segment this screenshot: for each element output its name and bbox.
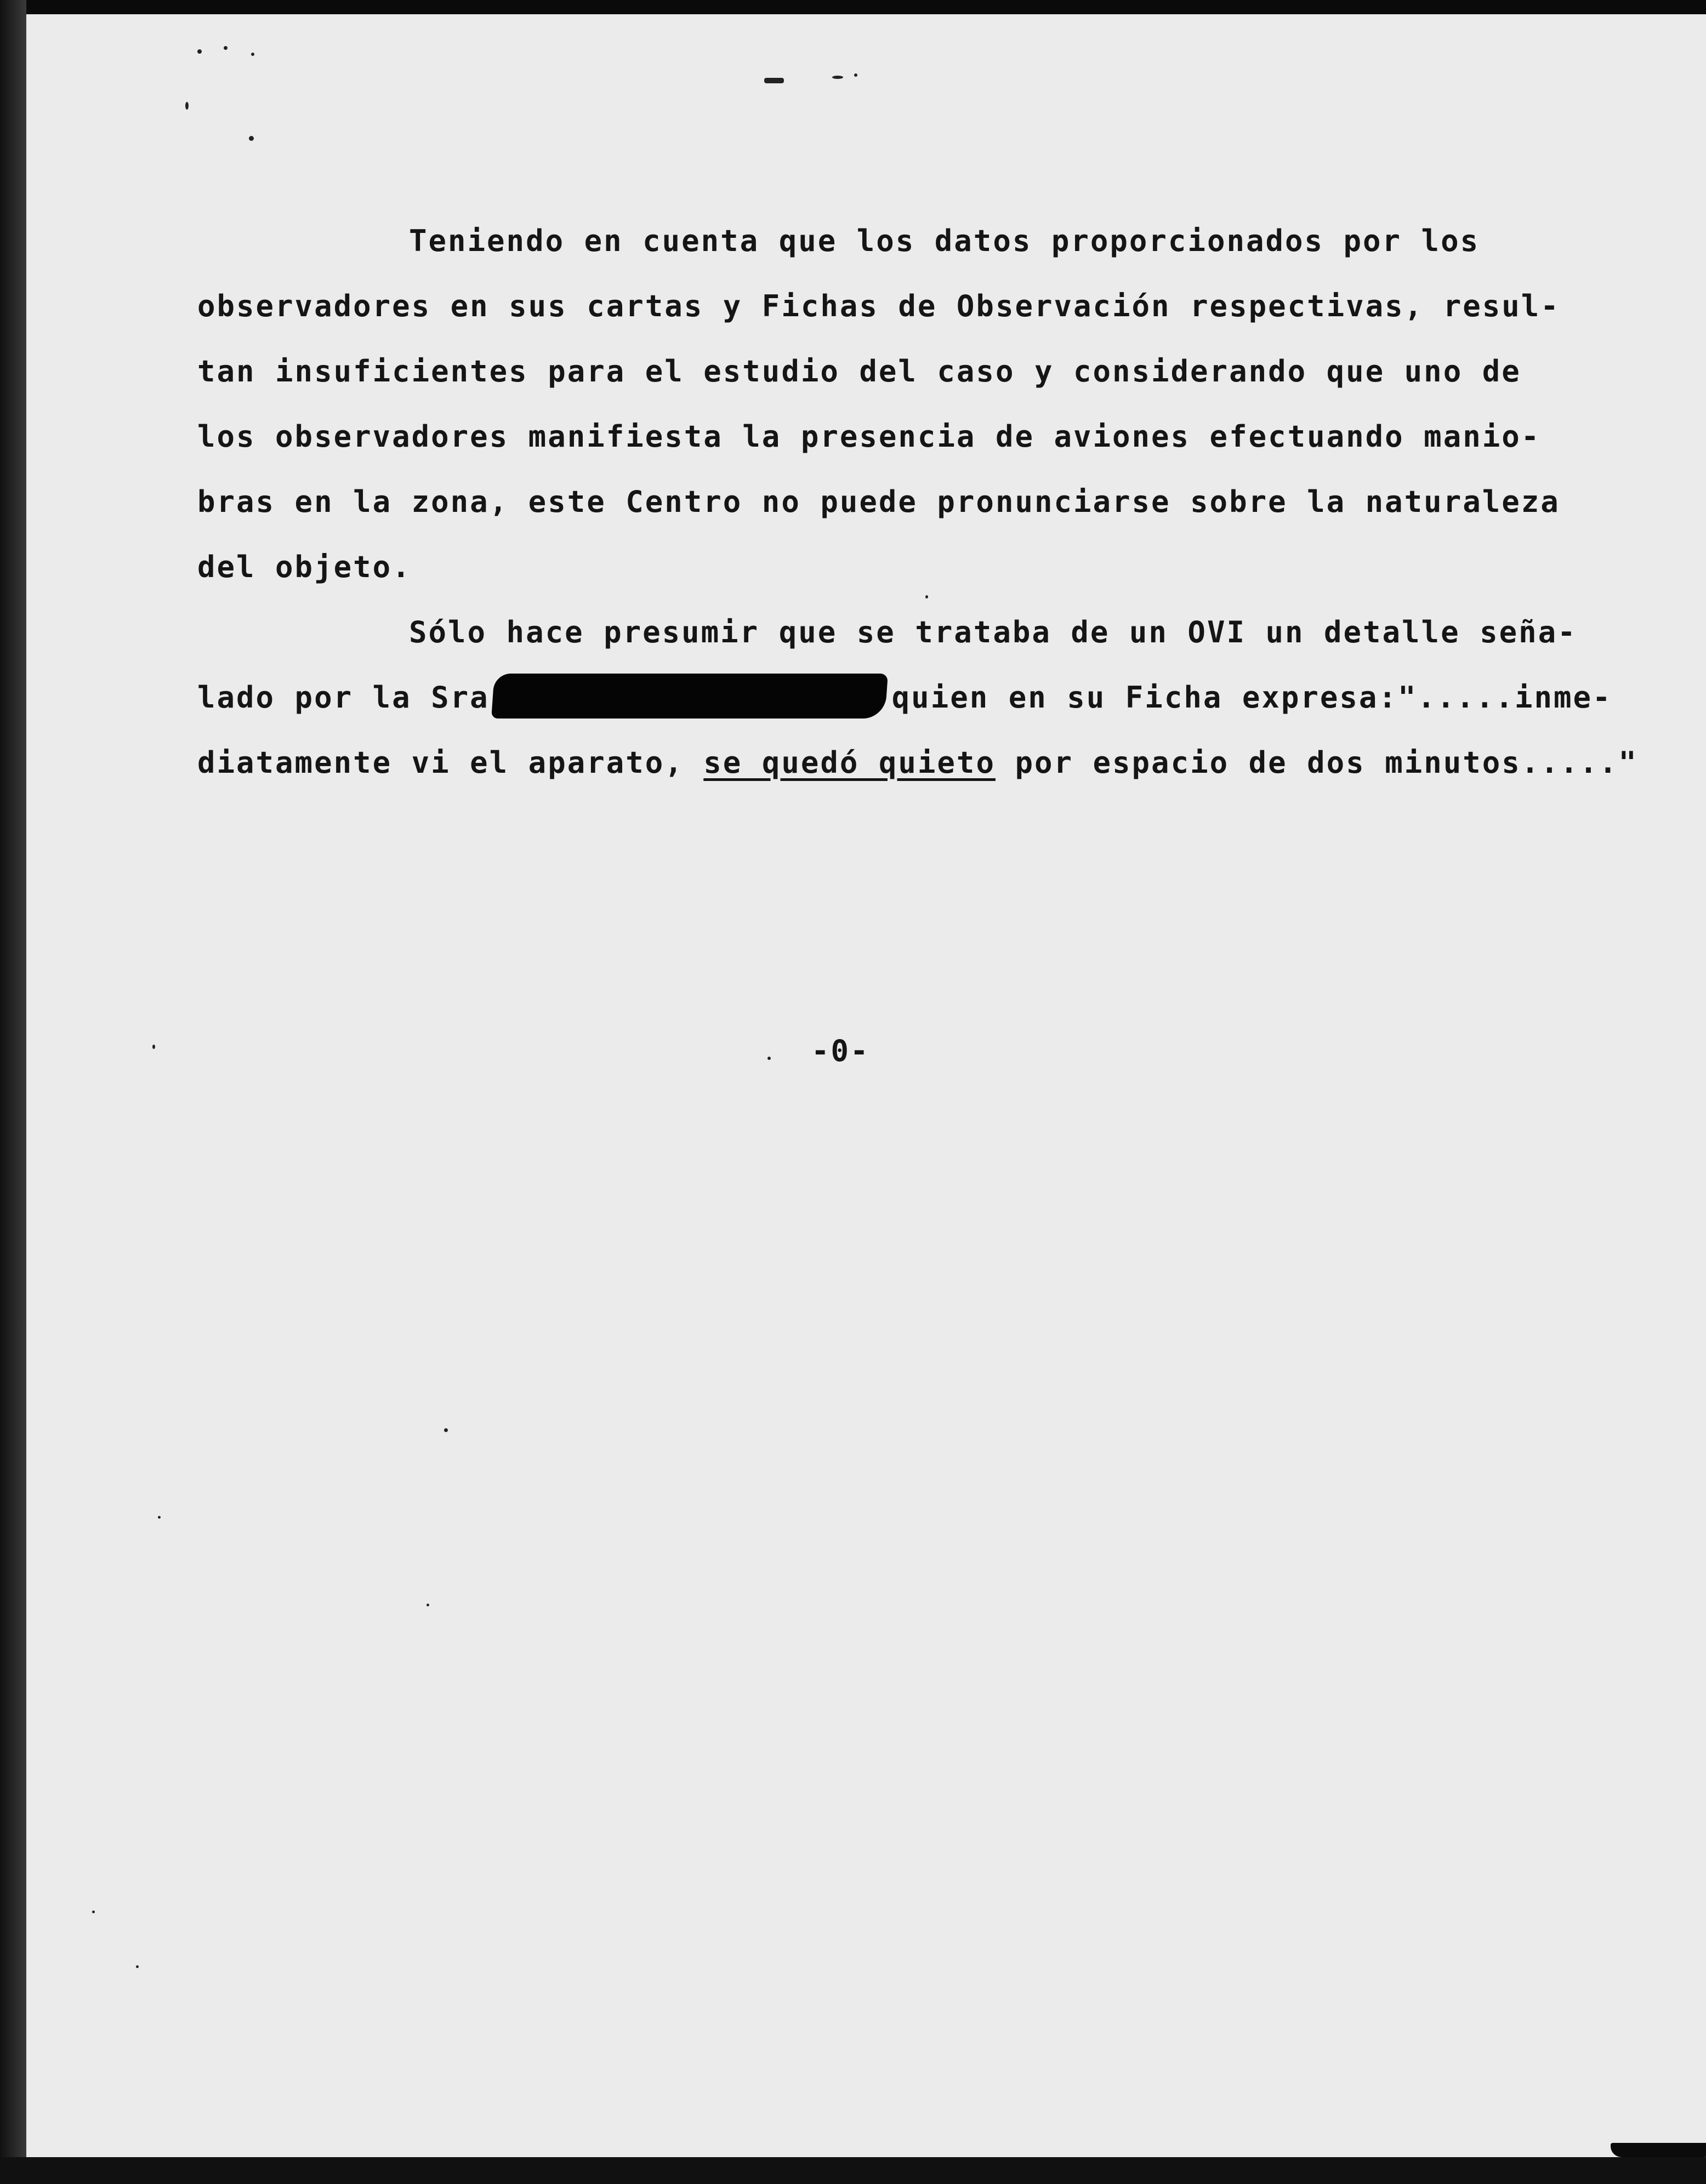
scan-speck xyxy=(832,76,843,79)
scan-top-border xyxy=(0,0,1706,14)
scan-speck xyxy=(136,1965,139,1968)
text-line: los observadores manifiesta la presencia de aviones efectuando manio- xyxy=(197,419,1541,454)
redaction-mark xyxy=(491,674,888,719)
text-fragment: quien en su Ficha expresa:".....inme- xyxy=(891,680,1612,715)
scan-bottom-border xyxy=(0,2157,1706,2184)
scan-speck xyxy=(152,1045,155,1049)
text-fragment: por espacio de dos minutos....." xyxy=(1015,745,1638,780)
text-line xyxy=(197,665,1688,730)
text-line: observadores en sus cartas y Fichas de Observación respectivas, resul- xyxy=(197,289,1560,323)
underlined-phrase: se quedó quieto xyxy=(703,745,996,780)
scan-speck xyxy=(249,136,254,141)
text-line: del objeto. xyxy=(197,550,412,584)
scan-speck xyxy=(185,102,189,110)
text-line: Sólo hace presumir que se trataba de un OVI un detalle seña- xyxy=(409,615,1577,649)
text-line: bras en la zona, este Centro no puede pronunciarse sobre la naturaleza xyxy=(197,484,1560,519)
page-end-marker: -0- xyxy=(811,1034,870,1068)
scan-speck xyxy=(158,1516,161,1519)
scan-speck xyxy=(764,78,784,83)
scan-speck xyxy=(767,1057,771,1060)
scan-speck xyxy=(251,53,254,56)
scan-left-border xyxy=(0,0,26,2184)
scan-speck xyxy=(197,49,202,54)
scan-speck xyxy=(224,46,228,50)
text-line xyxy=(197,730,1688,795)
scan-speck xyxy=(444,1428,448,1432)
scan-speck xyxy=(854,73,857,77)
document-body xyxy=(197,208,1688,795)
scan-corner-mark xyxy=(1611,2143,1706,2157)
scan-speck xyxy=(92,1911,95,1913)
paragraph-1 xyxy=(197,208,1688,600)
text-line: tan insuficientes para el estudio del caso y considerando que uno de xyxy=(197,354,1521,389)
paragraph-2 xyxy=(197,600,1688,795)
text-fragment: lado por la Sra xyxy=(197,680,490,715)
text-fragment: diatamente vi el aparato, xyxy=(197,745,684,780)
scan-speck xyxy=(426,1604,429,1606)
text-line: Teniendo en cuenta que los datos proporcionados por los xyxy=(409,224,1480,258)
